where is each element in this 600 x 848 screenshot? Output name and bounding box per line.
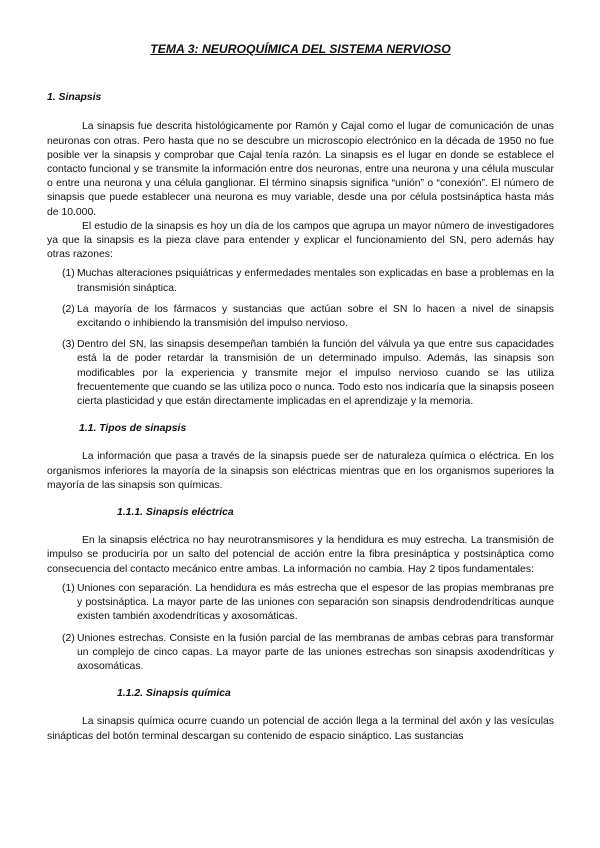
section-heading-sinapsis-quimica: 1.1.2. Sinapsis química <box>117 688 231 700</box>
list-item-text: Dentro del SN, las sinapsis desempeñan también la función del válvula ya que entre sus capacidades está la de poder retardar la transmisión de un determinado impulso. Además, las sinapsis son modificables por la experiencia y transmite mejor el impulso nervioso cuando se las utiliza frecuentemente que cuando se las utiliza poco o nunca. Todo esto nos indicaría que la sinapsis poseen cierta plasticidad y que están directamente implicadas en el aprendizaje y la memoria. <box>77 339 554 408</box>
list-item-number: (1) <box>62 268 75 280</box>
list-item <box>47 338 554 409</box>
section-heading-sinapsis: 1. Sinapsis <box>47 92 102 104</box>
list-item <box>47 632 554 675</box>
paragraph: La información que pasa a través de la sinapsis puede ser de naturaleza química o eléctrica. En los organismos inferiores la mayoría de la sinapsis son eléctricas mientras que en los organismos superiores la mayoría de las sinapsis son químicas. <box>47 451 554 491</box>
numbered-list <box>47 582 554 674</box>
paragraph: El estudio de la sinapsis es hoy un día de los campos que agrupa un mayor número de investigadores ya que la sinapsis es la pieza clave para entender y explicar el funcionamiento del SN, pero además hay otras razones: <box>47 220 554 261</box>
paragraph: En la sinapsis eléctrica no hay neurotransmisores y la hendidura es muy estrecha. La transmisión de impulso se produciría por un salto del potencial de acción entre la fibra presináptica y postsináptica como consecuencia del contacto mecánico entre ambas. La información no cambia. Hay 2 tipos fundamentales: <box>47 535 554 575</box>
list-item-text: Uniones con separación. La hendidura es más estrecha que el espesor de las propias membranas pre y postsináptica. La mayor parte de las uniones con separación son sinapsis dendrodendríticas aunque existen también axodendríticas y axosomáticas. <box>77 582 554 623</box>
paragraph: La sinapsis fue descrita histológicamente por Ramón y Cajal como el lugar de comunicación de unas neuronas con otras. Pero hasta que no se descubre un microscopio electrónico en la década de 1950 no fue posible ver la sinapsis y comprobar que Cajal tenía razón. La sinapsis es el lugar en donde se establece el contacto funcional y se transmite la información entre dos neuronas, entre una neurona y una célula muscular o entre una neurona y una célula ganglionar. El término sinapsis significa “unión” o “conexión”. El número de sinapsis que puede establecer una neurona es muy variable, desde una por célula postsináptica hasta más de 10.000. <box>47 121 554 218</box>
section-heading-tipos-de-sinapsis: 1.1. Tipos de sinapsis <box>79 423 187 435</box>
list-item-text: Uniones estrechas. Consiste en la fusión parcial de las membranas de ambas cebras para transformar un complejo de cinco capas. La mayor parte de las uniones estrechas son sinapsis axodendríticas y axosomáticas. <box>77 632 554 672</box>
document-title: TEMA 3: NEUROQUÍMICA DEL SISTEMA NERVIOSO <box>150 42 451 56</box>
list-item <box>47 582 554 625</box>
numbered-list <box>47 267 554 409</box>
section-heading-sinapsis-electrica: 1.1.1. Sinapsis eléctrica <box>117 507 234 519</box>
list-item-number: (3) <box>62 339 75 351</box>
list-item-number: (2) <box>62 303 75 315</box>
list-item <box>47 303 554 331</box>
list-item-number: (2) <box>62 632 75 644</box>
list-item <box>47 267 554 295</box>
list-item-number: (1) <box>62 582 75 594</box>
paragraph: La sinapsis química ocurre cuando un potencial de acción llega a la terminal del axón y las vesículas sinápticas del botón terminal descargan su contenido de espacio sináptico. Las sustancias <box>47 716 554 742</box>
list-item-text: Muchas alteraciones psiquiátricas y enfermedades mentales son explicadas en base a problemas en la transmisión sináptica. <box>77 268 554 294</box>
list-item-text: La mayoría de los fármacos y sustancias que actúan sobre el SN lo hacen a nivel de sinapsis excitando o inhibiendo la transmisión del impulso nervioso. <box>77 303 554 330</box>
